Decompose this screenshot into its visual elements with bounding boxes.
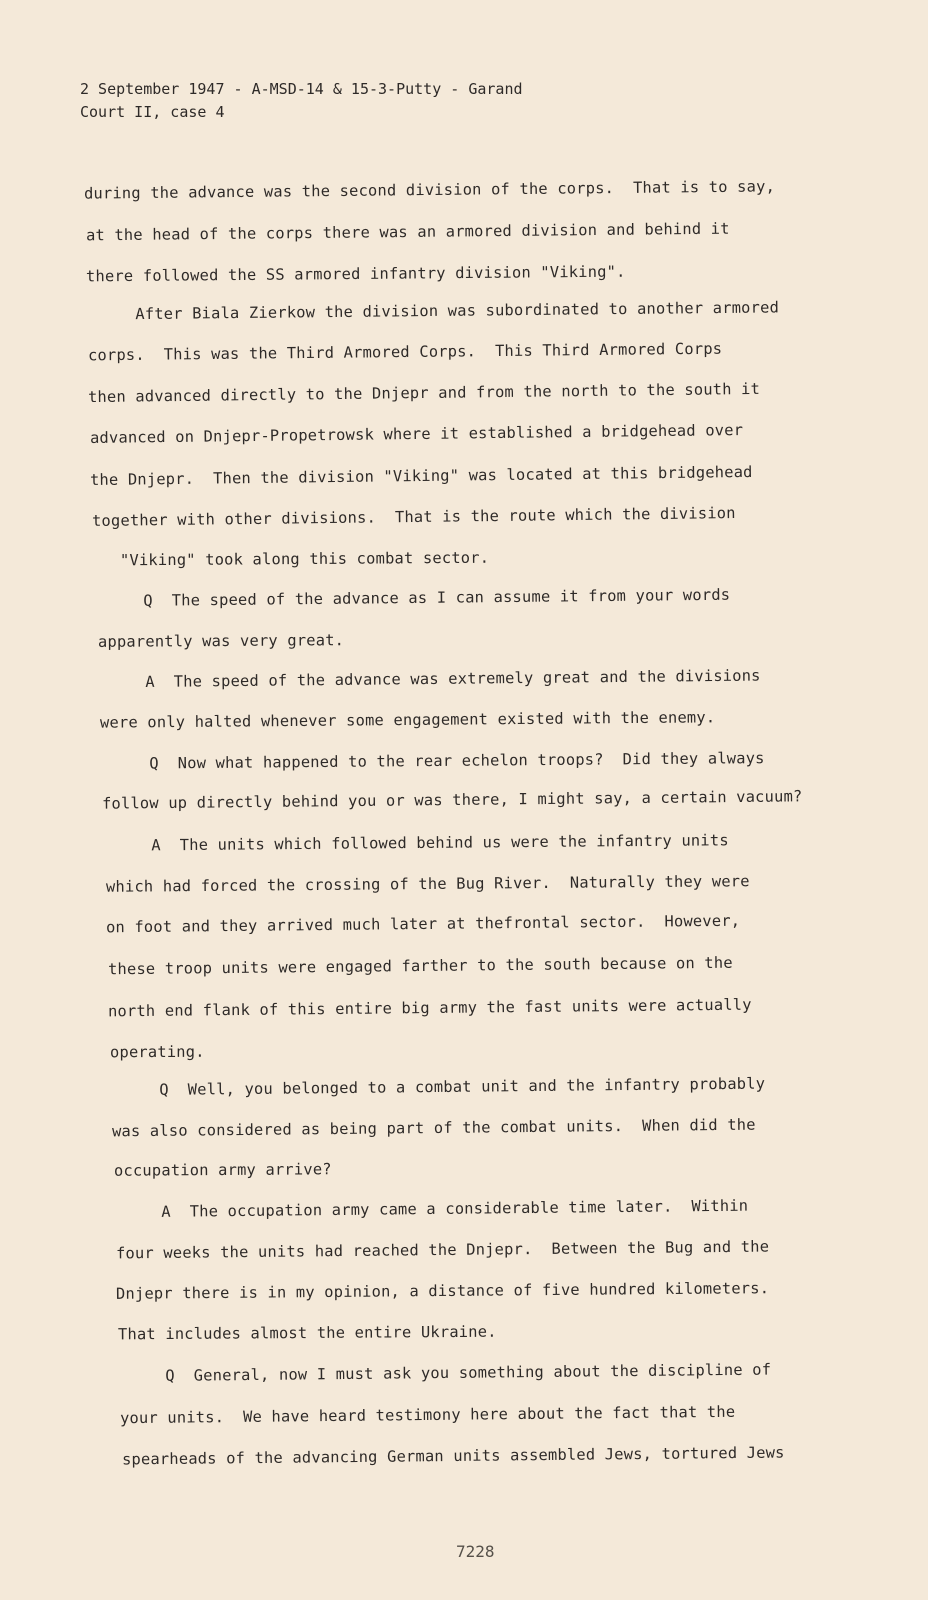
text-line: the Dnjepr. Then the division "Viking" was located at this bridgehead [89, 462, 753, 490]
text-line: your units. We have heard testimony here about the fact that the [119, 1402, 736, 1428]
text-line: spearheads of the advancing German units assembled Jews, tortured Jews [121, 1443, 785, 1469]
text-line: Q General, now I must ask you something about the discipline of [117, 1360, 772, 1386]
text-line: apparently was very great. [97, 631, 345, 651]
text-line: these troop units were engaged farther to the south because on the [107, 953, 733, 979]
text-line: Q Well, you belonged to a combat unit and the infantry probably [111, 1074, 766, 1100]
text-line: north end flank of this entire big army the fast units were actually [107, 995, 752, 1021]
text-line: then advanced directly to the Dnjepr and from the north to the south it [87, 379, 761, 407]
text-line: Dnjepr there is in my opinion, a distance of five hundred kilometers. [115, 1279, 770, 1303]
document-header [80, 78, 523, 124]
header-date-line: 2 September 1947 - A-MSD-14 & 15-3-Putty - Garand [80, 80, 523, 98]
header-court-line: Court II, case 4 [80, 103, 225, 121]
text-line: After Biala Zierkow the division was subordinated to another armored [87, 298, 780, 324]
text-line: were only halted whenever some engagement existed with the enemy. [99, 708, 716, 732]
text-line: A The occupation army came a considerable time later. Within [113, 1196, 749, 1222]
text-line: four weeks the units had reached the Dnjepr. Between the Bug and the [115, 1237, 770, 1263]
text-line: during the advance was the second division of the corps. That is to say, [83, 177, 776, 203]
text-line: That includes almost the entire Ukraine. [117, 1322, 497, 1344]
text-line: was also considered as being part of the combat units. When did the [111, 1115, 756, 1141]
text-line: on foot and they arrived much later at thefrontal sector. However, [105, 911, 741, 937]
text-line: operating. [109, 1042, 205, 1062]
text-line: Q The speed of the advance as I can assume it from your words [95, 585, 731, 611]
text-line: together with other divisions. That is the route which the division [91, 504, 736, 530]
text-line: Q Now what happened to the rear echelon troops? Did they always [101, 749, 765, 773]
text-line: which had forced the crossing of the Bug River. Naturally they were [105, 872, 750, 896]
text-line: follow up directly behind you or was there, I might say, a certain vacuum? [101, 787, 803, 813]
page-number: 7228 [456, 1542, 495, 1561]
text-line: corps. This was the Third Armored Corps. This Third Armored Corps [87, 339, 723, 365]
text-line: at the head of the corps there was an armored division and behind it [85, 219, 730, 245]
text-line: occupation army arrive? [113, 1160, 332, 1180]
text-line: A The speed of the advance was extremely great and the divisions [97, 666, 761, 692]
text-line: "Viking" took along this combat sector. [119, 548, 490, 570]
text-line: A The units which followed behind us were the infantry units [103, 831, 729, 855]
text-line: advanced on Dnjepr-Propetrowsk where it established a bridgehead over [89, 421, 744, 447]
text-line: there followed the SS armored infantry division "Viking". [85, 262, 626, 286]
